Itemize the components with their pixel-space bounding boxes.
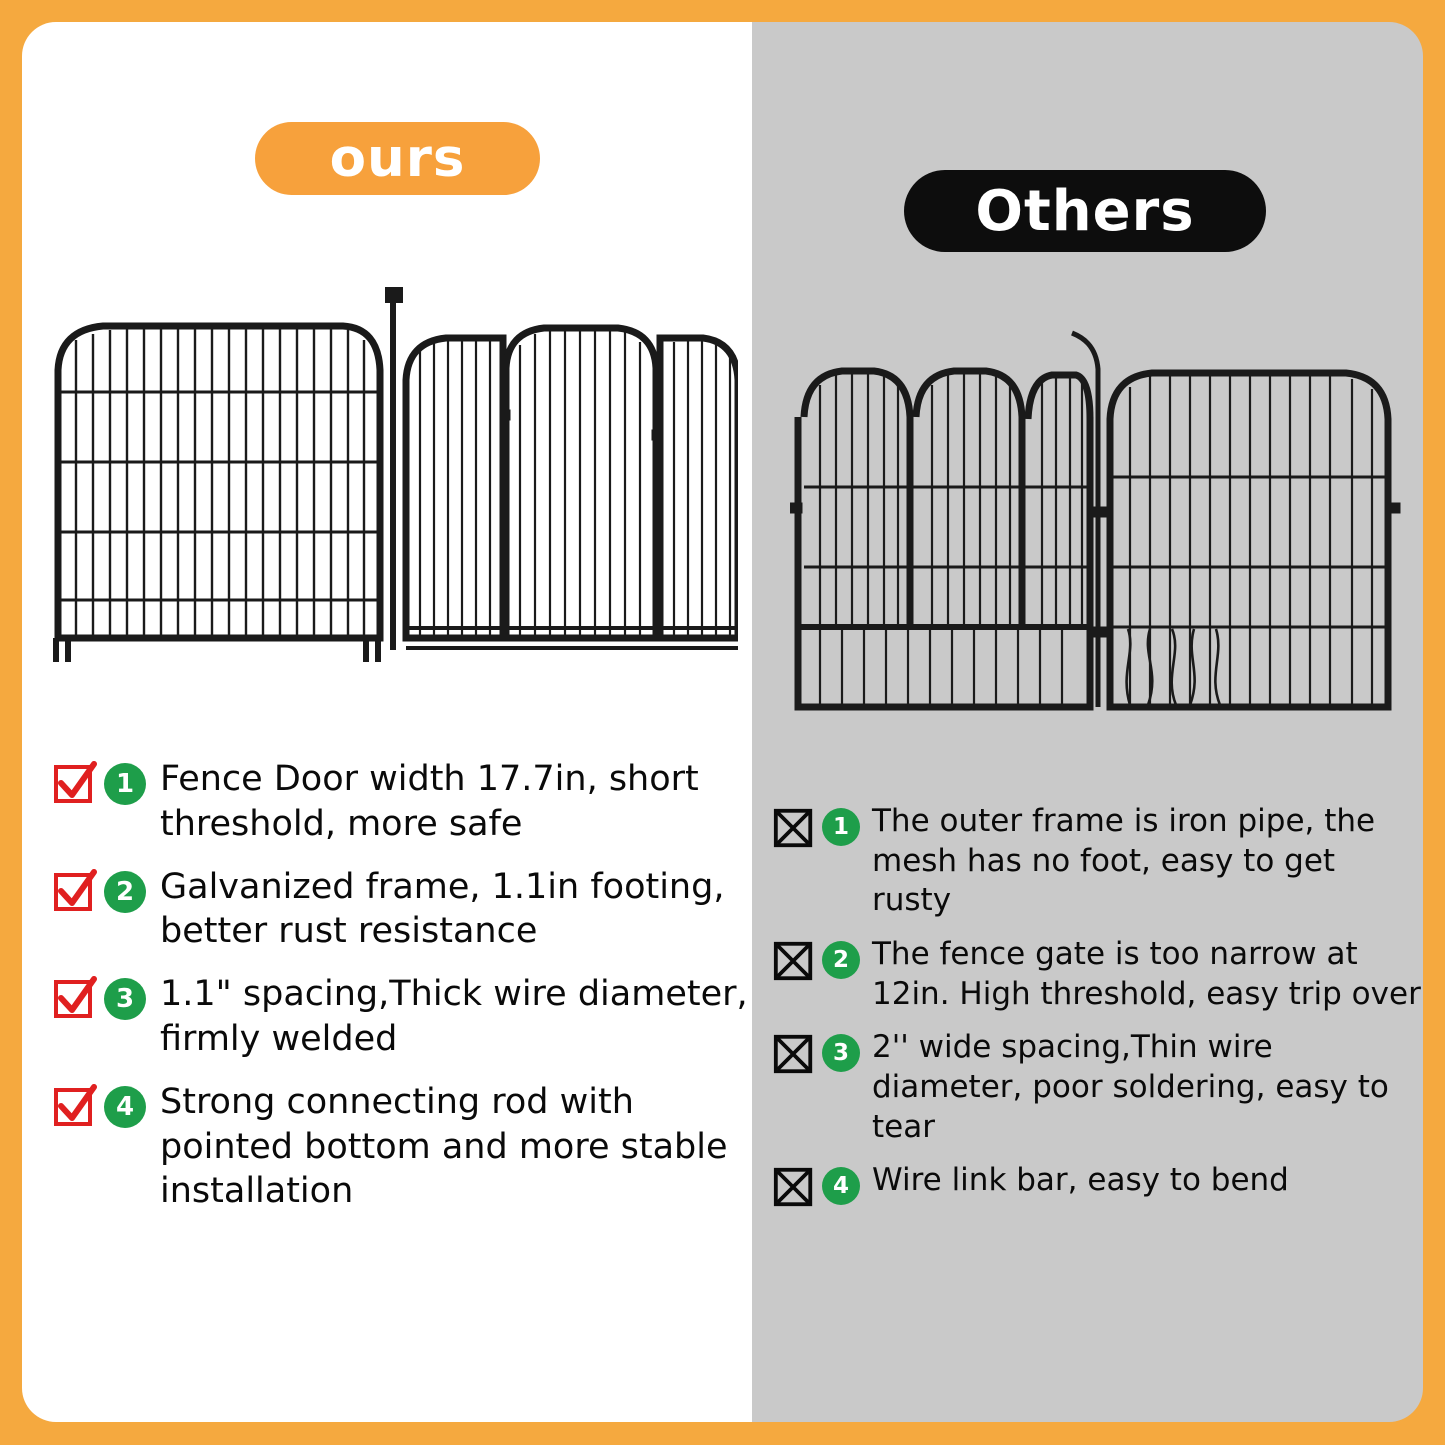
feature-text: 1.1" spacing,Thick wire diameter, firmly welded <box>160 974 748 1059</box>
feature-item <box>772 1028 1422 1147</box>
feature-item <box>52 757 752 847</box>
feature-item <box>772 1161 1422 1209</box>
check-mark-icon <box>52 1084 98 1130</box>
ours-feature-list <box>52 757 752 1232</box>
feature-item <box>52 865 752 955</box>
feature-text: 2'' wide spacing,Thin wire diameter, poor soldering, easy to tear <box>872 1029 1389 1145</box>
feature-number: 1 <box>822 808 860 846</box>
feature-number: 2 <box>104 871 146 913</box>
feature-text: The outer frame is iron pipe, the mesh has no foot, easy to get rusty <box>872 803 1376 919</box>
check-mark-icon <box>52 976 98 1022</box>
cross-mark-icon <box>772 1032 816 1076</box>
feature-item <box>772 802 1422 921</box>
feature-item <box>52 972 752 1062</box>
feature-number: 1 <box>104 763 146 805</box>
cross-mark-icon <box>772 939 816 983</box>
feature-text: Galvanized frame, 1.1in footing, better rust resistance <box>160 866 725 952</box>
feature-text: Wire link bar, easy to bend <box>872 1162 1289 1199</box>
others-panel <box>752 22 1423 1422</box>
ours-fence-illustration <box>48 270 738 690</box>
others-badge: Others <box>904 170 1266 252</box>
feature-item <box>772 935 1422 1014</box>
feature-number: 2 <box>822 941 860 979</box>
others-fence-illustration <box>790 327 1410 757</box>
feature-number: 4 <box>822 1167 860 1205</box>
feature-text: Strong connecting rod with pointed bottom and more stable installation <box>160 1081 728 1212</box>
check-mark-icon <box>52 869 98 915</box>
feature-item <box>52 1080 752 1214</box>
ours-panel <box>22 22 752 1422</box>
feature-text: The fence gate is too narrow at 12in. High threshold, easy trip over <box>872 936 1421 1012</box>
ours-badge: ours <box>255 122 540 195</box>
others-feature-list <box>772 802 1422 1223</box>
check-mark-icon <box>52 761 98 807</box>
cross-mark-icon <box>772 1165 816 1209</box>
feature-text: Fence Door width 17.7in, short threshold, more safe <box>160 759 699 844</box>
feature-number: 3 <box>822 1034 860 1072</box>
cross-mark-icon <box>772 806 816 850</box>
feature-number: 3 <box>104 978 146 1020</box>
feature-number: 4 <box>104 1086 146 1128</box>
